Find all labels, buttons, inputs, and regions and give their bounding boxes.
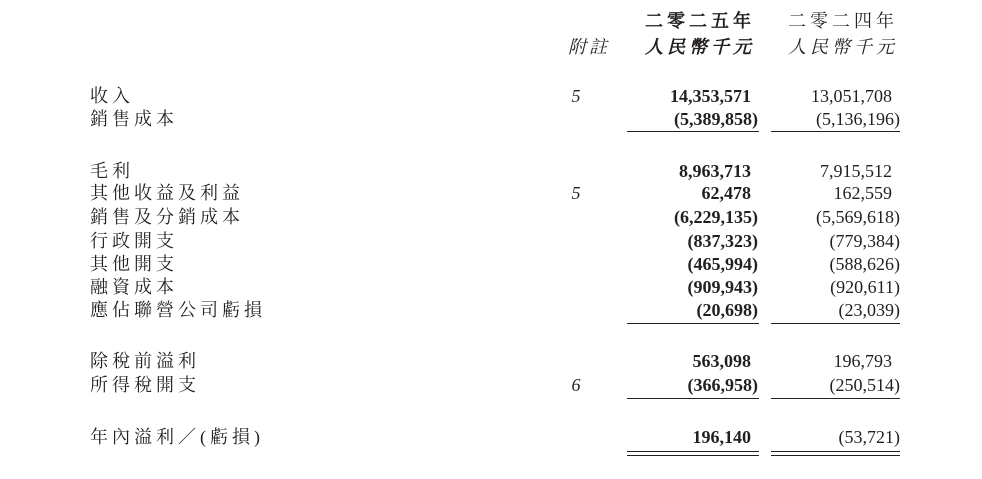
current-value: 14,353,571 [670,86,751,106]
row-label: 收入 [90,86,134,106]
row-label: 年內溢利／(虧損) [90,427,264,447]
current-value: 8,963,713 [679,161,751,181]
table-row [0,205,982,229]
prior-value: 13,051,708 [811,86,892,106]
prior-value: (920,611) [830,277,900,297]
subtotal-rule [627,398,759,399]
prior-value: 7,915,512 [820,161,892,181]
current-value: (366,958) [687,375,758,395]
table-row [0,298,982,322]
row-label: 其他開支 [90,254,178,274]
row-label: 其他收益及利益 [90,183,244,203]
table-row [0,159,982,183]
table-row [0,107,982,131]
current-unit-header: 人民幣千元 [645,37,755,57]
subtotal-rule [627,323,759,324]
row-label: 銷售及分銷成本 [90,207,244,227]
row-label: 行政開支 [90,231,178,251]
prior-value: (250,514) [829,375,900,395]
table-row [0,275,982,299]
current-value: 62,478 [701,183,751,203]
subtotal-rule [771,131,900,132]
table-row [0,181,982,205]
prior-value: 162,559 [833,183,892,203]
row-note: 5 [571,86,581,106]
current-year-header: 二零二五年 [645,11,755,31]
prior-value: (23,039) [838,300,900,320]
row-label: 毛利 [90,161,134,181]
table-row [0,349,982,373]
current-value: 196,140 [692,427,751,447]
prior-value: (588,626) [829,254,900,274]
prior-value: 196,793 [833,351,892,371]
total-double-rule [771,451,900,456]
table-row [0,84,982,108]
total-double-rule [627,451,759,456]
current-value: (5,389,858) [674,109,758,129]
prior-value: (779,384) [829,231,900,251]
prior-year-header: 二零二四年 [788,11,898,31]
prior-unit-header: 人民幣千元 [788,37,898,57]
row-note: 5 [571,183,581,203]
current-value: 563,098 [692,351,751,371]
subtotal-rule [627,131,759,132]
prior-value: (5,136,196) [816,109,900,129]
row-note: 6 [571,375,581,395]
table-row [0,425,982,449]
row-label: 融資成本 [90,277,178,297]
current-value: (837,323) [687,231,758,251]
row-label: 所得稅開支 [90,375,200,395]
table-row [0,229,982,253]
current-value: (20,698) [696,300,758,320]
current-value: (909,943) [687,277,758,297]
note-column-header: 附註 [568,37,610,57]
current-value: (6,229,135) [674,207,758,227]
subtotal-rule [771,323,900,324]
current-value: (465,994) [687,254,758,274]
row-label: 除稅前溢利 [90,351,200,371]
table-row [0,252,982,276]
prior-value: (53,721) [838,427,900,447]
subtotal-rule [771,398,900,399]
row-label: 銷售成本 [90,109,178,129]
row-label: 應佔聯營公司虧損 [90,300,266,320]
table-row [0,373,982,397]
prior-value: (5,569,618) [816,207,900,227]
